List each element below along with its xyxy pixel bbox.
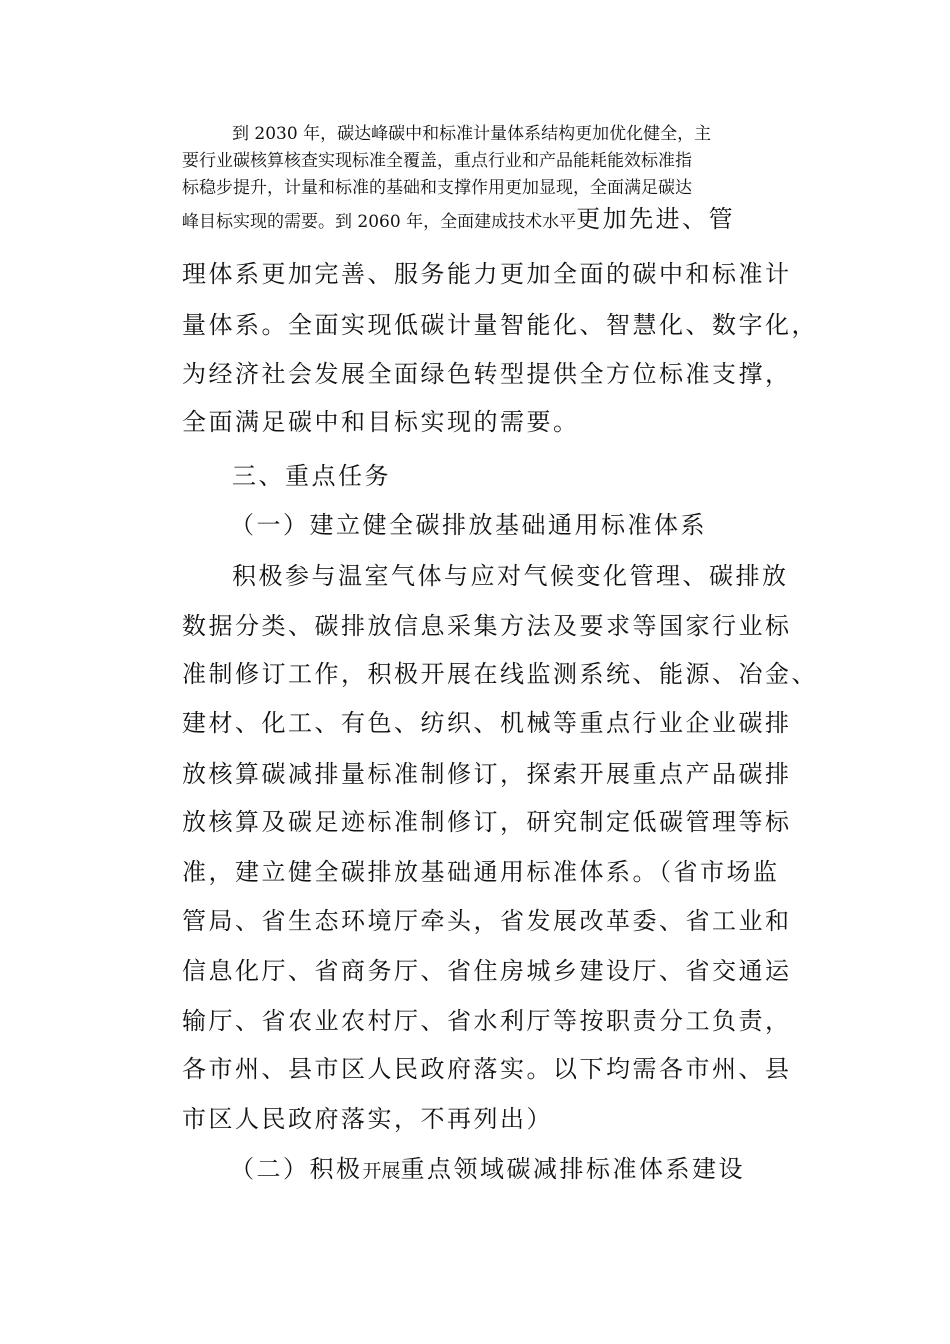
subsection-1-line-8: 管局、省生态环境厅牵头，省发展改革委、省工业和 (182, 907, 792, 935)
subsection-1-line-10: 输厅、省农业农村厅、省水利厅等按职责分工负责， (182, 1007, 792, 1035)
goals-line-2: 要行业碳核算核查实现标准全覆盖，重点行业和产品能耗能效标准指 (182, 151, 692, 171)
subsection-1-line-3: 准制修订工作，积极开展在线监测系统、能源、冶金、 (182, 660, 818, 688)
goals-line-4-part-1: 峰目标实现的需要。到 2060 年，全面建成技术水平 (182, 212, 577, 232)
subsection-2-heading-part-2: 开展 (362, 1160, 401, 1182)
subsection-1-line-6: 放核算及碳足迹标准制修订，研究制定低碳管理等标 (182, 808, 792, 836)
subsection-1-line-11: 各市州、县市区人民政府落实。以下均需各市州、县 (182, 1055, 792, 1083)
subsection-1-line-4: 建材、化工、有色、纺织、机械等重点行业企业碳排 (182, 709, 792, 737)
goals-line-4-part-2: 更加先进、管 (576, 205, 736, 233)
subsection-2-heading-part-1: （二）积极 (230, 1155, 363, 1183)
subsection-2-heading (230, 1157, 745, 1181)
goals-line-8: 全面满足碳中和目标实现的需要。 (182, 408, 580, 436)
goals-line-7: 为经济社会发展全面绿色转型提供全方位标准支撑， (182, 360, 792, 388)
subsection-1-line-9: 信息化厅、省商务厅、省住房城乡建设厅、省交通运 (182, 957, 792, 985)
subsection-1-line-2: 数据分类、碳排放信息采集方法及要求等国家行业标 (182, 612, 792, 640)
subsection-2-heading-part-3: 重点领域碳减排标准体系建设 (400, 1155, 746, 1183)
section-heading: 三、重点任务 (232, 462, 391, 490)
subsection-1-line-5: 放核算碳减排量标准制修订，探索开展重点产品碳排 (182, 760, 792, 788)
subsection-1-line-7: 准，建立健全碳排放基础通用标准体系。（省市场监 (182, 858, 780, 886)
subsection-1-heading: （一）建立健全碳排放基础通用标准体系 (230, 511, 707, 539)
goals-line-5: 理体系更加完善、服务能力更加全面的碳中和标准计 (182, 260, 792, 288)
goals-line-4 (182, 207, 735, 231)
goals-line-3: 标稳步提升，计量和标准的基础和支撑作用更加显现，全面满足碳达 (182, 178, 692, 198)
goals-line-1: 到 2030 年，碳达峰碳中和标准计量体系结构更加优化健全，主 (232, 124, 712, 144)
goals-line-6: 量体系。全面实现低碳计量智能化、智慧化、数字化， (182, 311, 818, 339)
subsection-1-line-1: 积极参与温室气体与应对气候变化管理、碳排放 (232, 562, 789, 590)
subsection-1-line-12: 市区人民政府落实，不再列出） (182, 1105, 553, 1133)
